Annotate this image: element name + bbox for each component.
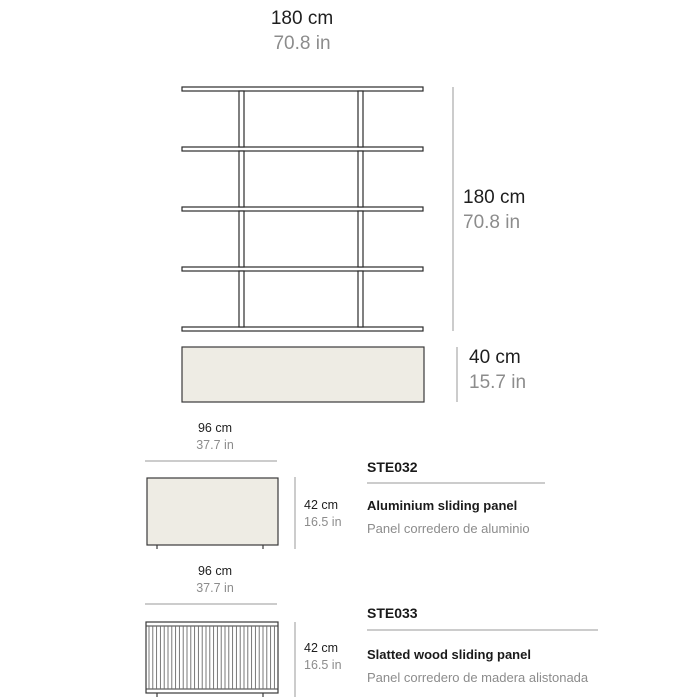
product2-width-label [165, 564, 265, 595]
shelf-width-cm: 180 cm [270, 8, 334, 29]
product2-height-label [304, 641, 342, 672]
upright-right-4 [358, 271, 363, 327]
product1-width-in: 37.7 in [196, 438, 234, 452]
product2-code: STE033 [367, 605, 418, 621]
base-height-in: 15.7 in [469, 372, 527, 393]
upright-left-3 [239, 211, 244, 267]
product2-name-en: Slatted wood sliding panel [367, 647, 531, 662]
shelf-board-1 [182, 87, 423, 91]
shelf-width-label [242, 8, 362, 55]
shelf-width-in: 70.8 in [273, 33, 331, 54]
product1-code: STE032 [367, 459, 418, 475]
product2-name-es: Panel corredero de madera alistonada [367, 670, 589, 685]
base-panel [182, 347, 424, 402]
product1-name-en: Aluminium sliding panel [367, 498, 518, 513]
base-height-cm: 40 cm [469, 347, 521, 368]
shelf-board-2 [182, 147, 423, 151]
product1-width-label [165, 421, 265, 452]
base-height-label [469, 347, 526, 394]
shelf-height-cm: 180 cm [463, 187, 526, 208]
upright-left-2 [239, 151, 244, 207]
upright-right-1 [358, 91, 363, 147]
upright-left-1 [239, 91, 244, 147]
shelf-board-5 [182, 327, 423, 331]
product2-panel-frame [146, 622, 278, 693]
product1-width-cm: 96 cm [197, 421, 233, 435]
upright-right-2 [358, 151, 363, 207]
shelf-board-4 [182, 267, 423, 271]
product2-height-cm: 42 cm [304, 641, 339, 655]
upright-left-4 [239, 271, 244, 327]
product1-name-es: Panel corredero de aluminio [367, 521, 530, 536]
upright-right-3 [358, 211, 363, 267]
product1-panel [147, 478, 278, 545]
product2-height-in: 16.5 in [304, 658, 342, 672]
product1-height-label [304, 498, 342, 529]
product2-width-cm: 96 cm [197, 564, 233, 578]
product2-width-in: 37.7 in [196, 581, 234, 595]
product1-height-in: 16.5 in [304, 515, 342, 529]
shelving-unit [182, 87, 423, 331]
product1-height-cm: 42 cm [304, 498, 339, 512]
shelf-height-label [463, 187, 525, 234]
shelf-board-3 [182, 207, 423, 211]
shelf-height-in: 70.8 in [463, 212, 521, 233]
